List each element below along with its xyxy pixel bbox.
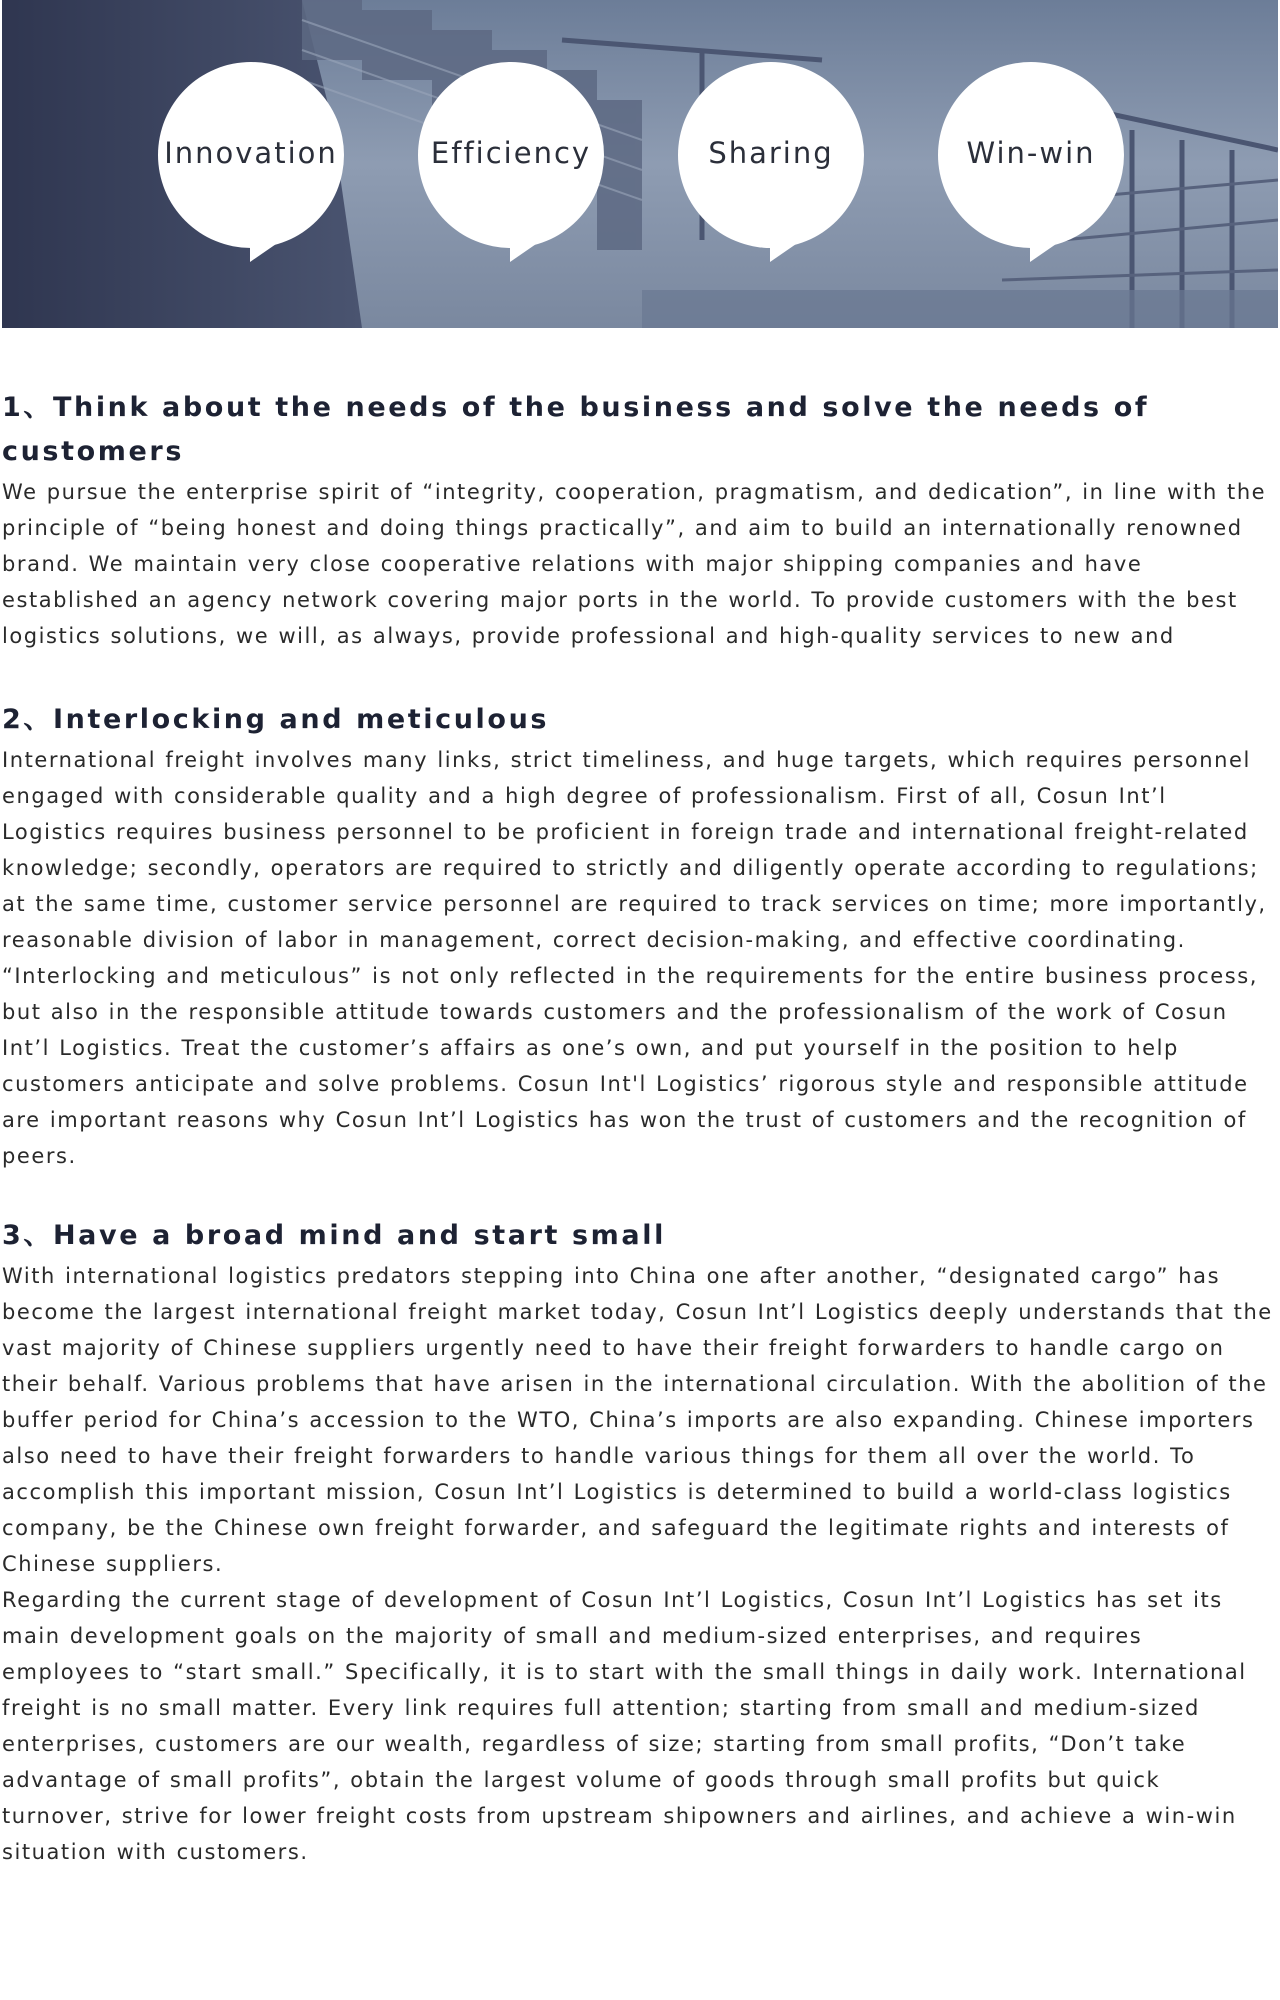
paragraph: With international logistics predators stepping into China one after another, “designated cargo” has become the largest international freight market today, Cosun Int’l Logistics deeply understands that the vast majority of Chinese suppliers urgently need to have their freight forwarders to handle cargo on their behalf. Various problems that have arisen in the international circulation. With the abolition of the buffer period for China’s accession to the WTO, China’s imports are also expanding. Chinese importers also need to have their freight forwarders to handle various things for them all over the world. To accomplish this important mission, Cosun Int’l Logistics is determined to build a world-class logistics company, be the Chinese own freight forwarder, and safeguard the legitimate rights and interests of Chinese suppliers. xyxy=(2,1264,1273,1576)
bubble-sharing xyxy=(678,62,864,262)
section-2 xyxy=(2,698,1274,1174)
section-title: 2、Interlocking and meticulous xyxy=(2,704,550,735)
article-content xyxy=(2,386,1274,1870)
bubble-win-win xyxy=(938,62,1124,262)
section-1 xyxy=(2,386,1274,654)
section-3 xyxy=(2,1214,1274,1870)
paragraph: International freight involves many links, strict timeliness, and huge targets, which requires personnel engaged with considerable quality and a high degree of professionalism. First of all, Cosun Int’l Logistics requires business personnel to be proficient in foreign trade and international freight-related knowledge; secondly, operators are required to strictly and diligently operate according to regulations; at the same time, customer service personnel are required to track services on time; more importantly, reasonable division of labor in management, correct decision-making, and effective coordinating. “Interlocking and meticulous” is not only reflected in the requirements for the entire business process, but also in the responsible attitude towards customers and the professionalism of the work of Cosun Int’l Logistics. Treat the customer’s affairs as one’s own, and put yourself in the position to help customers anticipate and solve problems. Cosun Int'l Logistics’ rigorous style and responsible attitude are important reasons why Cosun Int’l Logistics has won the trust of customers and the recognition of peers. xyxy=(2,748,1267,1168)
paragraph: We pursue the enterprise spirit of “integrity, cooperation, pragmatism, and dedication”, in line with the principle of “being honest and doing things practically”, and aim to build an internationally renowned brand. We maintain very close cooperative relations with major shipping companies and have established an agency network covering major ports in the world. To provide customers with the best logistics solutions, we will, as always, provide professional and high-quality services to new and xyxy=(2,480,1267,648)
bubble-label: Efficiency xyxy=(430,136,592,170)
section-title: 3、Have a broad mind and start small xyxy=(2,1220,666,1251)
paragraph: Regarding the current stage of development of Cosun Int’l Logistics, Cosun Int’l Logistics has set its main development goals on the majority of small and medium-sized enterprises, and requires employees to “start small.” Specifically, it is to start with the small things in daily work. International freight is no small matter. Every link requires full attention; starting from small and medium-sized enterprises, customers are our wealth, regardless of size; starting from small profits, “Don’t take advantage of small profits”, obtain the largest volume of goods through small profits but quick turnover, strive for lower freight costs from upstream shipowners and airlines, and achieve a win-win situation with customers. xyxy=(2,1588,1247,1864)
section-body xyxy=(2,474,1274,654)
bubble-label: Sharing xyxy=(708,136,834,170)
hero-banner xyxy=(2,0,1278,328)
bubble-innovation xyxy=(158,62,344,262)
bubble-label: Win-win xyxy=(966,136,1096,170)
bubble-efficiency xyxy=(418,62,604,262)
section-title: 1、Think about the needs of the business and solve the needs of customers xyxy=(2,392,1150,467)
bubble-label: Innovation xyxy=(164,136,338,170)
